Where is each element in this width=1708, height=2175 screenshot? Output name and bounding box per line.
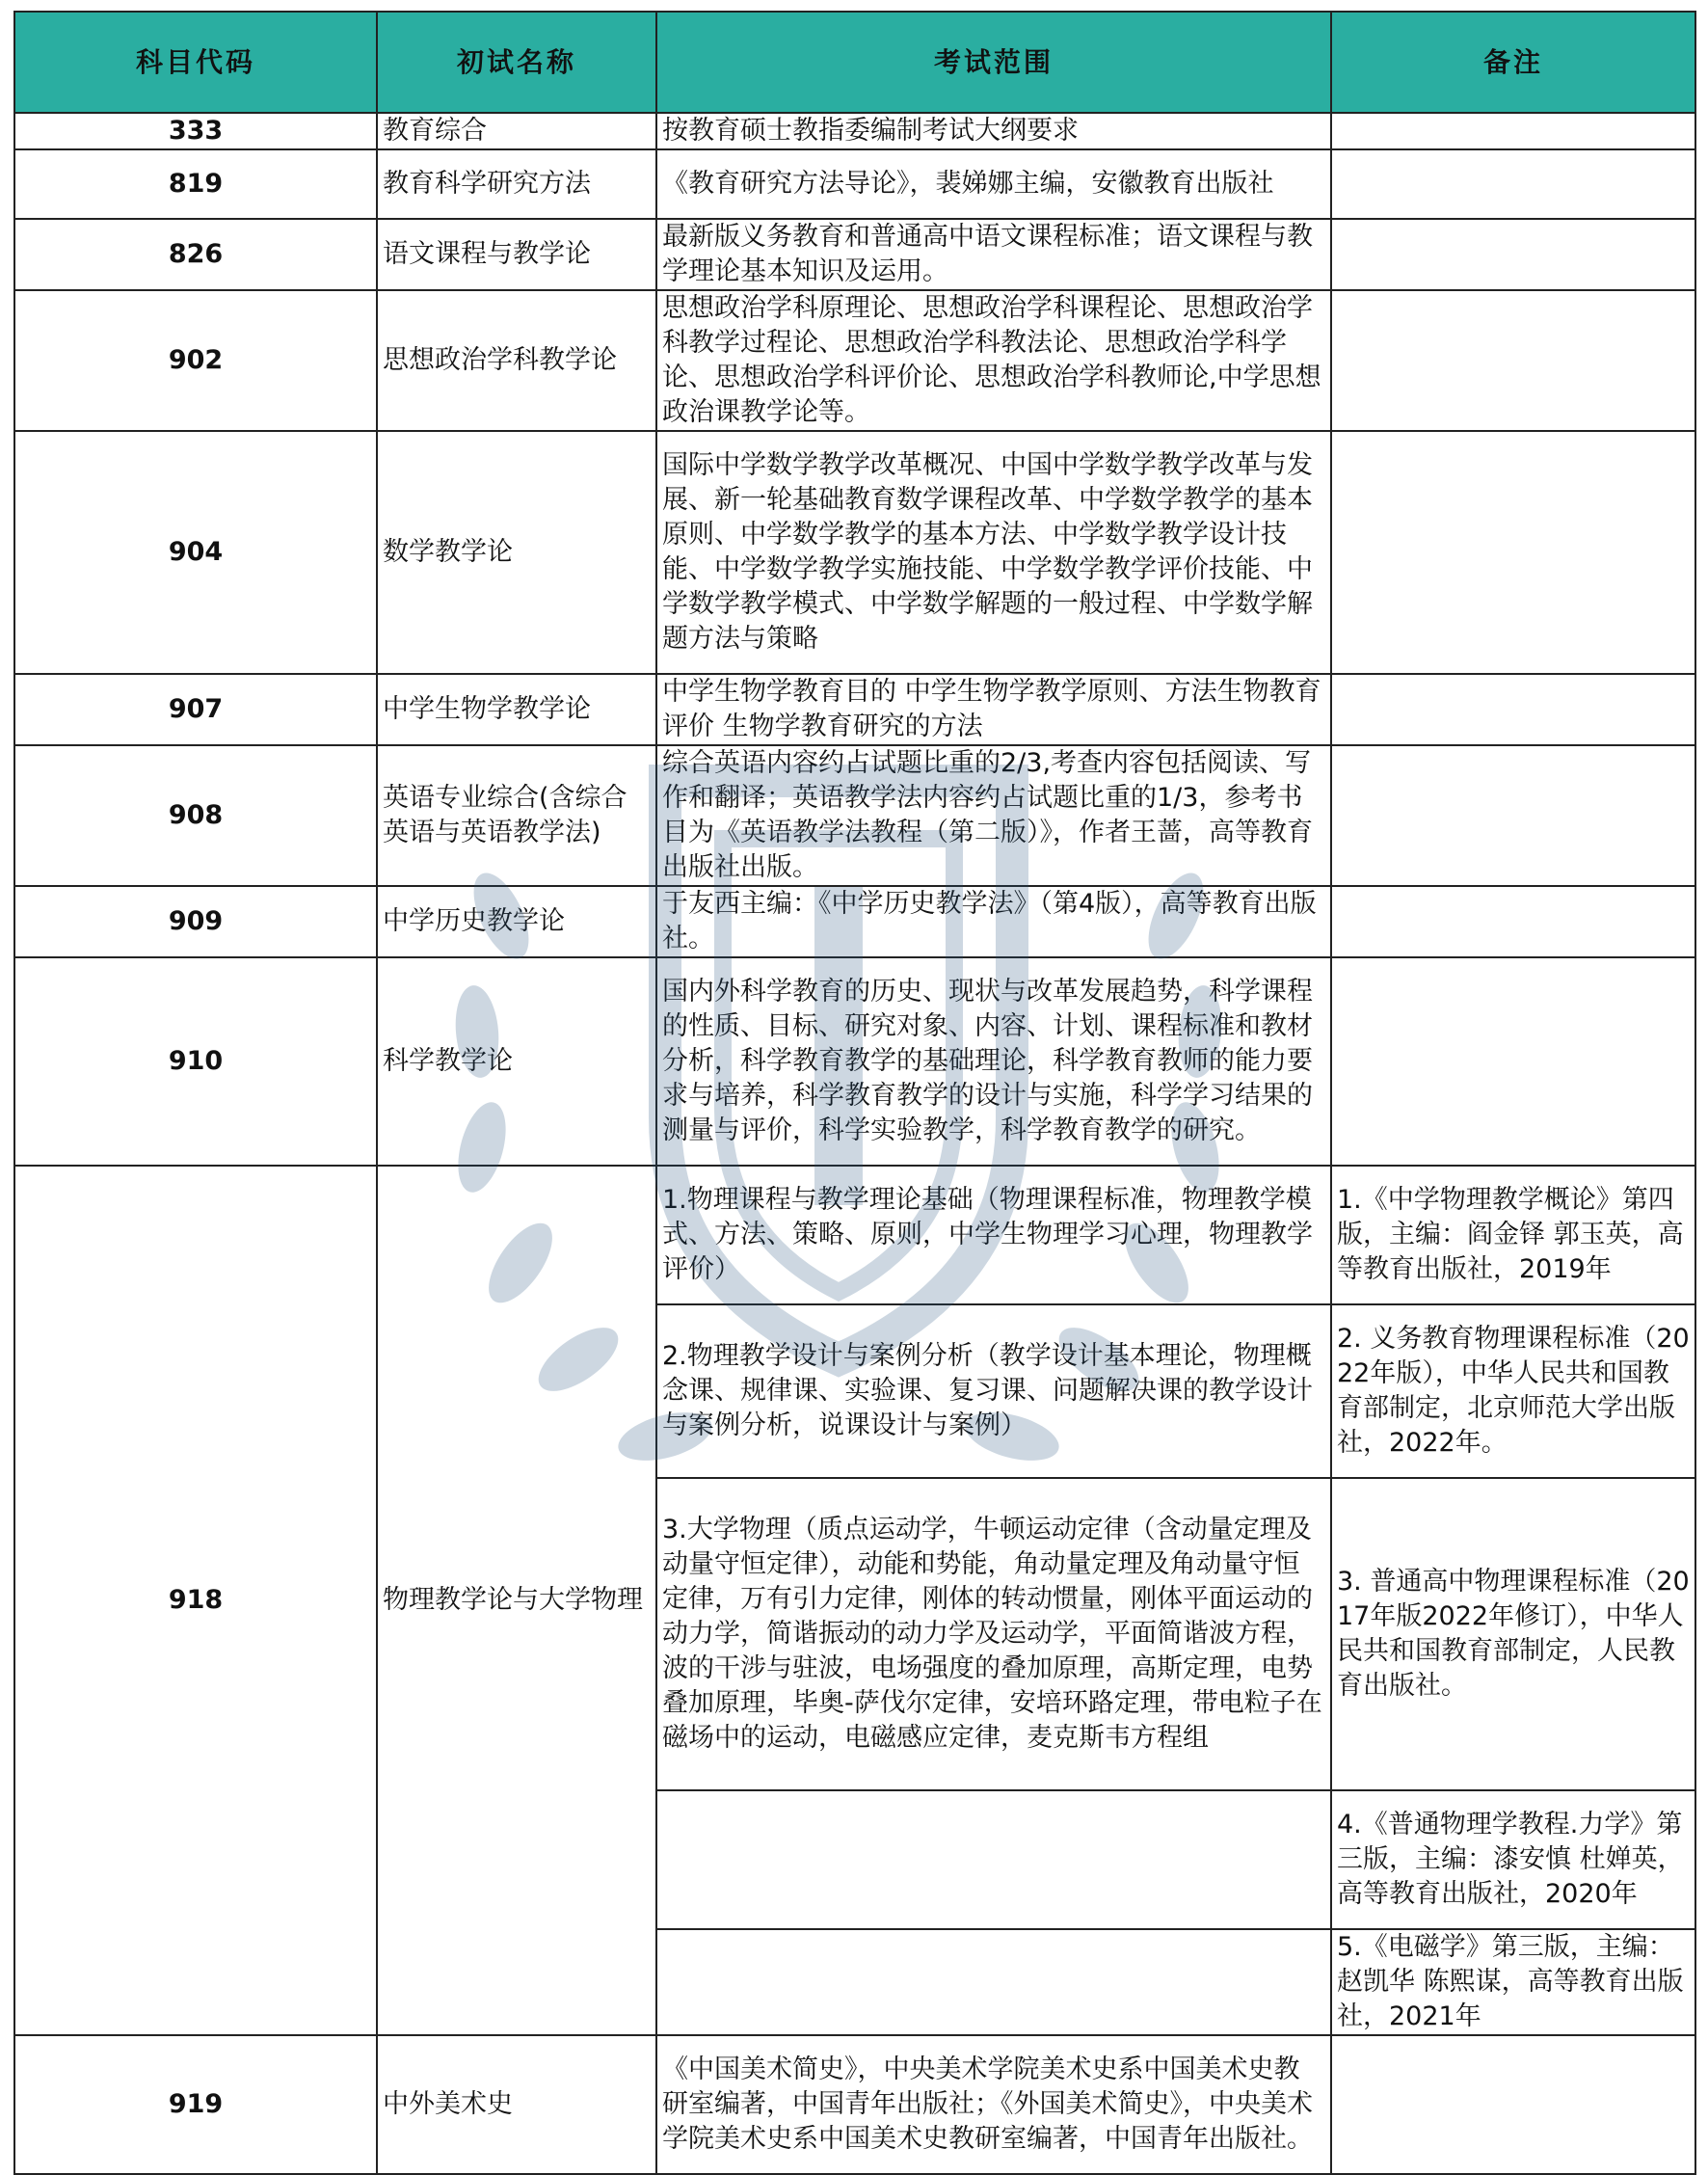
exam-scope: [656, 1929, 1331, 2035]
exam-scope: 国内外科学教育的历史、现状与改革发展趋势，科学课程的性质、目标、研究对象、内容、计划、课程标准和教材分析，科学教育教学的基础理论，科学教育教师的能力要求与培养，科学教育教学的设计与实施，科学学习结果的测量与评价，科学实验教学，科学教育教学的研究。: [656, 957, 1331, 1166]
subject-code: 902: [14, 290, 377, 431]
subject-name: 中学生物学教学论: [377, 674, 656, 745]
subject-name: 语文课程与教学论: [377, 219, 656, 290]
remark: 5.《电磁学》第三版，主编：赵凯华 陈熙谋，高等教育出版社，2021年: [1331, 1929, 1695, 2035]
exam-scope: 3.大学物理（质点运动学，牛顿运动定律（含动量定理及动量守恒定律），动能和势能，角动量定理及角动量守恒定律，万有引力定律，刚体的转动惯量，刚体平面运动的动力学，简谐振动的动力学及运动学，平面简谐波方程，波的干涉与驻波，电场强度的叠加原理，高斯定理，电势叠加原理，毕奥-萨伐尔定律，安培环路定理，带电粒子在磁场中的运动，电磁感应定律，麦克斯韦方程组: [656, 1478, 1331, 1790]
remark: [1331, 957, 1695, 1166]
remark: [1331, 745, 1695, 886]
table-row: [14, 745, 1695, 886]
subject-code: 910: [14, 957, 377, 1166]
subject-name: 中外美术史: [377, 2035, 656, 2174]
subject-code: 908: [14, 745, 377, 886]
table-row: [14, 2035, 1695, 2174]
subject-code: 826: [14, 219, 377, 290]
subject-name: 教育科学研究方法: [377, 149, 656, 219]
exam-scope: 《中国美术简史》，中央美术学院美术史系中国美术史教研室编著，中国青年出版社；《外国美术简史》，中央美术学院美术史系中国美术史教研室编著，中国青年出版社。: [656, 2035, 1331, 2174]
exam-scope: 国际中学数学教学改革概况、中国中学数学教学改革与发展、新一轮基础教育数学课程改革、中学数学教学的基本原则、中学数学教学的基本方法、中学数学教学设计技能、中学数学教学实施技能、中学数学教学评价技能、中学数学教学模式、中学数学解题的一般过程、中学数学解题方法与策略: [656, 431, 1331, 674]
exam-subjects-table: [13, 11, 1696, 2175]
header-scope: 考试范围: [656, 12, 1331, 113]
exam-scope: 最新版义务教育和普通高中语文课程标准；语文课程与教学理论基本知识及运用。: [656, 219, 1331, 290]
subject-name: 教育综合: [377, 113, 656, 149]
table-row: [14, 1166, 1695, 1304]
remark: 2. 义务教育物理课程标准（2022年版），中华人民共和国教育部制定，北京师范大学出版社，2022年。: [1331, 1304, 1695, 1478]
exam-scope: [656, 1790, 1331, 1929]
table-row: [14, 674, 1695, 745]
subject-name: 科学教学论: [377, 957, 656, 1166]
table-row: [14, 886, 1695, 957]
subject-code: 904: [14, 431, 377, 674]
subject-code: 819: [14, 149, 377, 219]
exam-scope: 2.物理教学设计与案例分析（教学设计基本理论，物理概念课、规律课、实验课、复习课、问题解决课的教学设计与案例分析，说课设计与案例）: [656, 1304, 1331, 1478]
remark: 4.《普通物理学教程.力学》第三版，主编：漆安慎 杜婵英，高等教育出版社，2020年: [1331, 1790, 1695, 1929]
header-row: [14, 12, 1695, 113]
exam-scope: 《教育研究方法导论》，裴娣娜主编，安徽教育出版社: [656, 149, 1331, 219]
exam-scope: 于友西主编：《中学历史教学法》（第4版），高等教育出版社。: [656, 886, 1331, 957]
remark: [1331, 431, 1695, 674]
remark: 3. 普通高中物理课程标准（2017年版2022年修订），中华人民共和国教育部制定，人民教育出版社。: [1331, 1478, 1695, 1790]
subject-code: 918: [14, 1166, 377, 2035]
remark: [1331, 674, 1695, 745]
remark: [1331, 149, 1695, 219]
header-note: 备注: [1331, 12, 1695, 113]
table-row: [14, 219, 1695, 290]
subject-name: 物理教学论与大学物理: [377, 1166, 656, 2035]
header-code: 科目代码: [14, 12, 377, 113]
table-row: [14, 113, 1695, 149]
table-row: [14, 290, 1695, 431]
subject-code: 907: [14, 674, 377, 745]
subject-code: 919: [14, 2035, 377, 2174]
exam-scope: 中学生物学教育目的 中学生物学教学原则、方法生物教育评价 生物学教育研究的方法: [656, 674, 1331, 745]
exam-scope: 思想政治学科原理论、思想政治学科课程论、思想政治学科教学过程论、思想政治学科教法论、思想政治学科学论、思想政治学科评价论、思想政治学科教师论,中学思想政治课教学论等。: [656, 290, 1331, 431]
table-row: [14, 431, 1695, 674]
subject-code: 909: [14, 886, 377, 957]
remark: [1331, 886, 1695, 957]
table-row: [14, 149, 1695, 219]
remark: [1331, 219, 1695, 290]
remark: [1331, 113, 1695, 149]
exam-scope: 综合英语内容约占试题比重的2/3,考查内容包括阅读、写作和翻译；英语教学法内容约占试题比重的1/3，参考书目为《英语教学法教程（第二版）》，作者王蔷，高等教育出版社出版。: [656, 745, 1331, 886]
exam-scope: 1.物理课程与教学理论基础（物理课程标准，物理教学模式、方法、策略、原则，中学生物理学习心理，物理教学评价）: [656, 1166, 1331, 1304]
remark: [1331, 290, 1695, 431]
remark: 1.《中学物理教学概论》第四版，主编：阎金铎 郭玉英，高等教育出版社，2019年: [1331, 1166, 1695, 1304]
subject-name: 英语专业综合(含综合英语与英语教学法): [377, 745, 656, 886]
subject-name: 中学历史教学论: [377, 886, 656, 957]
exam-scope: 按教育硕士教指委编制考试大纲要求: [656, 113, 1331, 149]
remark: [1331, 2035, 1695, 2174]
table-row: [14, 957, 1695, 1166]
header-name: 初试名称: [377, 12, 656, 113]
subject-code: 333: [14, 113, 377, 149]
subject-name: 思想政治学科教学论: [377, 290, 656, 431]
subject-name: 数学教学论: [377, 431, 656, 674]
